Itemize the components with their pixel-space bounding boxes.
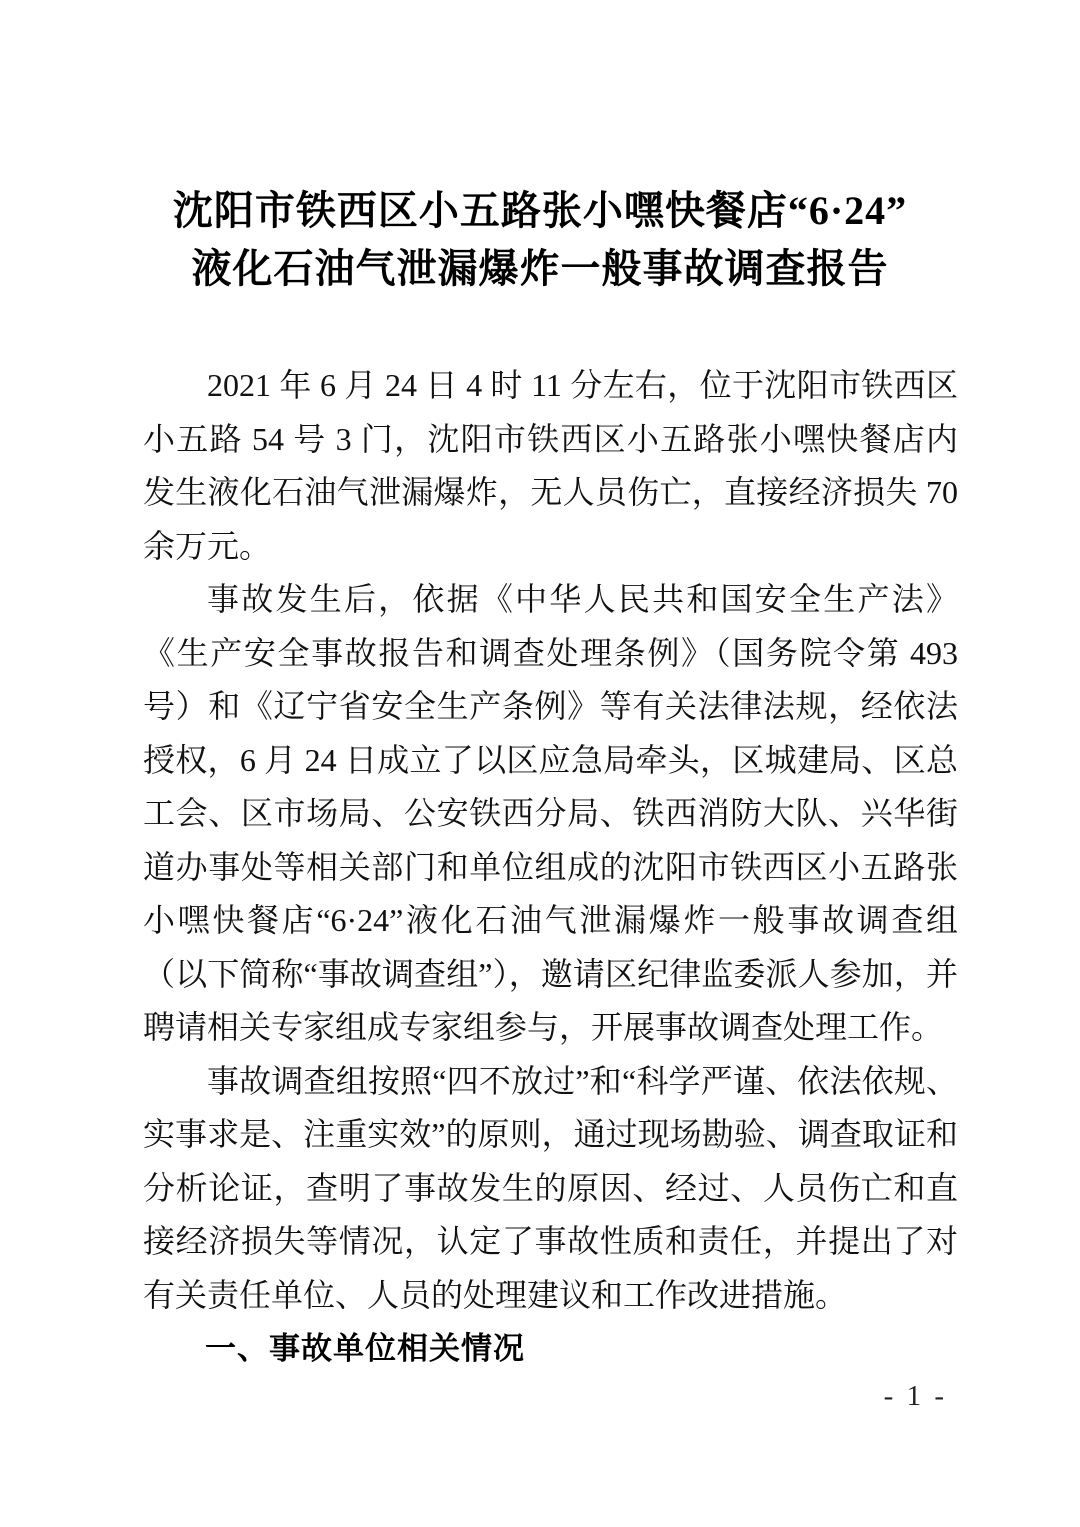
document-body xyxy=(0,359,1080,1376)
document-title xyxy=(0,0,1080,298)
section-heading-1: 一、事故单位相关情况 xyxy=(205,1331,525,1366)
document-title-line-1: 沈阳市铁西区小五路张小嘿快餐店“6·24” xyxy=(172,188,908,233)
page-number: - 1 - xyxy=(883,1380,947,1412)
paragraph-investigation-team: 事故发生后，依据《中华人民共和国安全生产法》《生产安全事故报告和调查处理条例》（国务院令第 493 号）和《辽宁省安全生产条例》等有关法律法规，经依法授权，6 月 24 日成立了以区应急局牵头，区城建局、区总工会、区市场局、公安铁西分局、铁西消防大队、兴华街道办事处等相关部门和单位组成的沈阳市铁西区小五路张小嘿快餐店“6·24”液化石油气泄漏爆炸一般事故调查组（以下简称“事故调查组”），邀请区纪律监委派人参加，并聘请相关专家组成专家组参与，开展事故调查处理工作。 xyxy=(143,581,958,1045)
paragraph-investigation-principles: 事故调查组按照“四不放过”和“科学严谨、依法依规、实事求是、注重实效”的原则，通过现场勘验、调查取证和分析论证，查明了事故发生的原因、经过、人员伤亡和直接经济损失等情况，认定了事故性质和责任，并提出了对有关责任单位、人员的处理建议和工作改进措施。 xyxy=(143,1062,958,1313)
paragraph-incident-summary: 2021 年 6 月 24 日 4 时 11 分左右，位于沈阳市铁西区小五路 54 号 3 门，沈阳市铁西区小五路张小嘿快餐店内发生液化石油气泄漏爆炸，无人员伤亡，直接经济损失 70 余万元。 xyxy=(143,367,958,564)
document-title-line-2: 液化石油气泄漏爆炸一般事故调查报告 xyxy=(191,246,889,291)
